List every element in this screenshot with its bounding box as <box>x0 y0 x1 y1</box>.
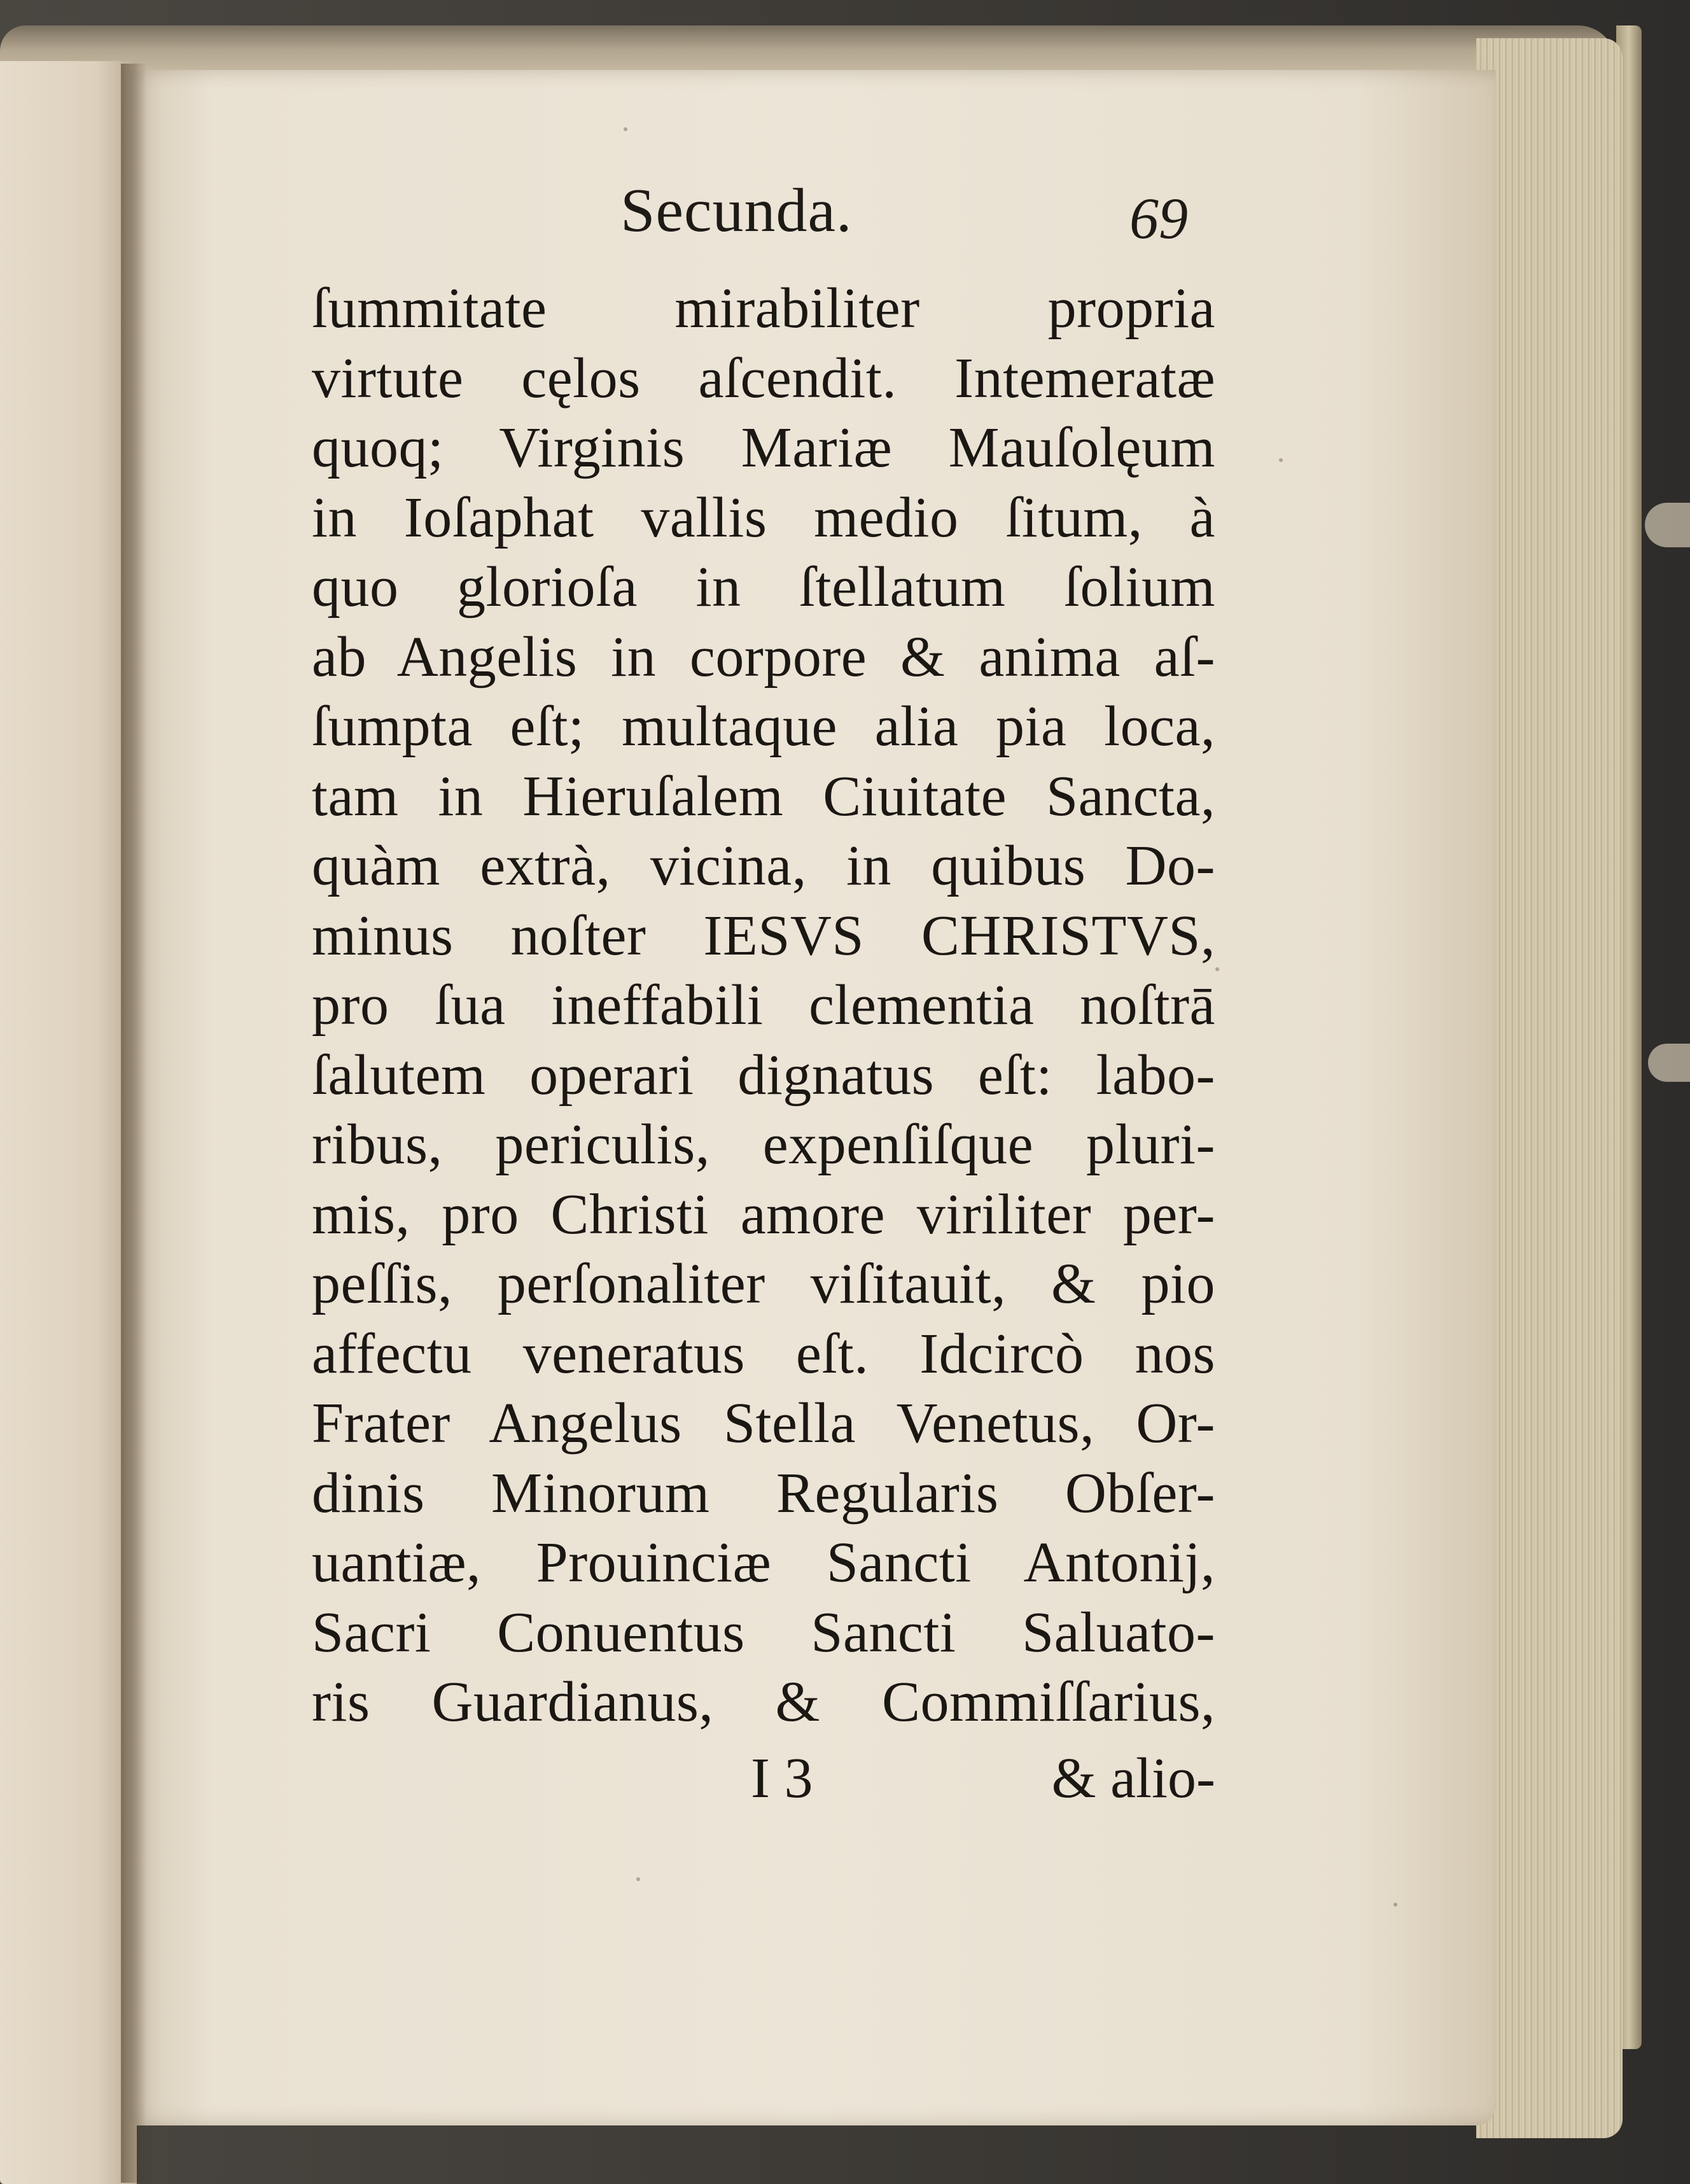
page-stack-edge <box>1476 38 1623 2138</box>
text-line: quàm extrà, vicina, in quibus Do- <box>312 834 1215 897</box>
paper-speck <box>624 127 627 131</box>
text-line: virtute cęlos aſcendit. Intemeratæ <box>312 346 1215 410</box>
text-block <box>312 274 1215 1737</box>
text-line: ſumpta eſt; multaque alia pia loca, <box>312 695 1215 758</box>
text-line: mis, pro Christi amore viriliter per- <box>312 1182 1215 1246</box>
binding-band-bottom <box>1648 1044 1690 1082</box>
text-line: uantiæ, Prouinciæ Sancti Antonij, <box>312 1531 1215 1594</box>
text-line: Frater Angelus Stella Venetus, Or- <box>312 1392 1215 1455</box>
text-line: ribus, periculis, expenſiſque pluri- <box>312 1113 1215 1176</box>
text-line: pro ſua ineffabili clementia noſtrā <box>312 974 1215 1037</box>
signature-mark: I 3 <box>751 1747 813 1810</box>
page-number: 69 <box>1129 186 1188 251</box>
footer-line <box>312 1744 1215 1814</box>
text-line: affectu veneratus eſt. Idcircò nos <box>312 1322 1215 1385</box>
text-line: quoq; Virginis Mariæ Mauſolęum <box>312 416 1215 479</box>
binding-band-top <box>1645 503 1690 547</box>
text-line: tam in Hieruſalem Ciuitate Sancta, <box>312 764 1215 828</box>
text-line: peſſis, perſonaliter viſitauit, & pio <box>312 1252 1215 1315</box>
text-line: in Ioſaphat vallis medio ſitum, à <box>312 486 1215 549</box>
text-line: ris Guardianus, & Commiſſarius, <box>312 1670 1215 1733</box>
paper-speck <box>636 1877 640 1881</box>
text-line: ſummitate mirabiliter propria <box>312 277 1215 340</box>
text-line: Sacri Conuentus Sancti Saluato- <box>312 1600 1215 1664</box>
text-line: ſalutem operari dignatus eſt: labo- <box>312 1043 1215 1107</box>
left-page-edge <box>0 61 137 2184</box>
text-line: quo glorioſa in ſtellatum ſolium <box>312 556 1215 619</box>
running-head: Secunda. <box>620 176 853 245</box>
paper-speck <box>1279 458 1283 462</box>
catchword: & alio- <box>1051 1747 1215 1810</box>
text-line: minus noſter IESVS CHRISTVS, <box>312 904 1215 967</box>
gutter-shadow <box>121 64 146 2183</box>
text-line: ab Angelis in corpore & anima aſ- <box>312 625 1215 689</box>
paper-speck <box>1393 1903 1397 1907</box>
text-line: dinis Minorum Regularis Obſer- <box>312 1461 1215 1525</box>
paper-speck <box>1215 967 1219 971</box>
